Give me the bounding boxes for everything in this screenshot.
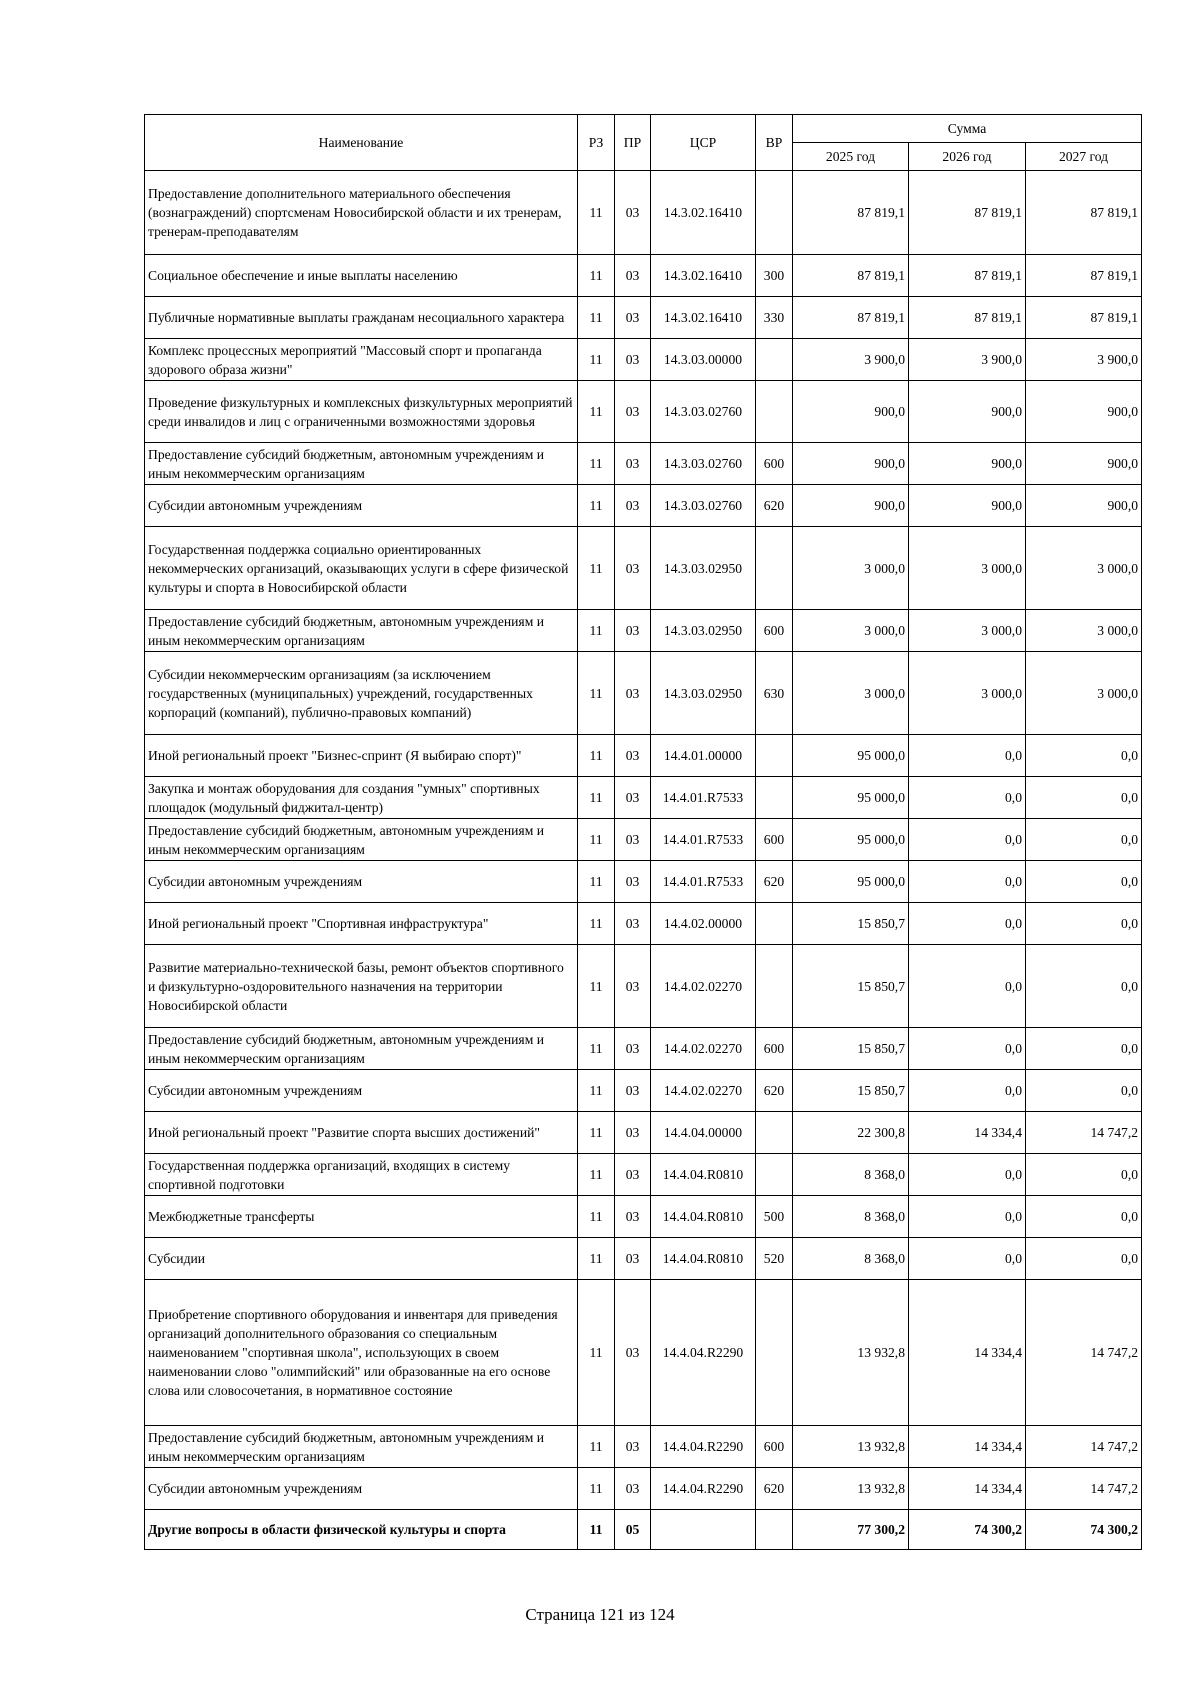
- cell-rz: 11: [578, 1112, 615, 1154]
- cell-sum-2025: 95 000,0: [793, 777, 909, 819]
- cell-rz: 11: [578, 1070, 615, 1112]
- cell-name: Предоставление субсидий бюджетным, автономным учреждениям и иным некоммерческим организациям: [145, 610, 578, 652]
- cell-pr: 05: [615, 1510, 651, 1550]
- cell-sum-2026: 87 819,1: [909, 255, 1026, 297]
- cell-rz: 11: [578, 610, 615, 652]
- cell-pr: 03: [615, 339, 651, 381]
- cell-pr: 03: [615, 1154, 651, 1196]
- cell-pr: 03: [615, 1280, 651, 1426]
- table-row: [145, 610, 1142, 652]
- cell-rz: 11: [578, 1280, 615, 1426]
- cell-name: Субсидии некоммерческим организациям (за исключением государственных (муниципальных) учреждений, государственных корпораций (компаний), публично-правовых компаний): [145, 652, 578, 735]
- cell-csr: 14.4.04.R2290: [651, 1468, 756, 1510]
- cell-sum-2025: 22 300,8: [793, 1112, 909, 1154]
- cell-sum-2025: 13 932,8: [793, 1468, 909, 1510]
- cell-sum-2026: 0,0: [909, 1196, 1026, 1238]
- cell-rz: 11: [578, 339, 615, 381]
- header-year-2026: 2026 год: [909, 143, 1026, 171]
- cell-csr: 14.4.02.02270: [651, 1028, 756, 1070]
- cell-sum-2026: 0,0: [909, 903, 1026, 945]
- table-row: [145, 652, 1142, 735]
- cell-sum-2027: 0,0: [1026, 735, 1142, 777]
- table-header: [145, 115, 1142, 171]
- table-row: [145, 255, 1142, 297]
- cell-sum-2025: 900,0: [793, 443, 909, 485]
- cell-sum-2027: 14 747,2: [1026, 1426, 1142, 1468]
- cell-pr: 03: [615, 1070, 651, 1112]
- cell-sum-2027: 3 900,0: [1026, 339, 1142, 381]
- cell-sum-2027: 900,0: [1026, 381, 1142, 443]
- cell-sum-2025: 15 850,7: [793, 1070, 909, 1112]
- cell-vr: 330: [756, 297, 793, 339]
- cell-vr: [756, 339, 793, 381]
- cell-sum-2026: 0,0: [909, 945, 1026, 1028]
- cell-vr: [756, 1280, 793, 1426]
- cell-name: Публичные нормативные выплаты гражданам несоциального характера: [145, 297, 578, 339]
- cell-sum-2026: 14 334,4: [909, 1280, 1026, 1426]
- table-row: [145, 1070, 1142, 1112]
- cell-sum-2025: 95 000,0: [793, 861, 909, 903]
- cell-pr: 03: [615, 171, 651, 255]
- cell-csr: 14.4.04.R0810: [651, 1238, 756, 1280]
- header-pr: ПР: [615, 115, 651, 171]
- cell-pr: 03: [615, 1238, 651, 1280]
- cell-sum-2025: 8 368,0: [793, 1154, 909, 1196]
- cell-sum-2027: 0,0: [1026, 777, 1142, 819]
- header-sum: Сумма: [793, 115, 1142, 143]
- cell-sum-2027: 900,0: [1026, 443, 1142, 485]
- cell-sum-2027: 0,0: [1026, 819, 1142, 861]
- cell-sum-2025: 77 300,2: [793, 1510, 909, 1550]
- cell-name: Государственная поддержка социально ориентированных некоммерческих организаций, оказывающих услуги в сфере физической культуры и спорта в Новосибирской области: [145, 527, 578, 610]
- cell-name: Приобретение спортивного оборудования и инвентаря для приведения организаций дополнительного образования со специальным наименованием "спортивная школа", использующих в своем наименовании слово "олимпийский" или образованные на его основе слова или словосочетания, в нормативное состояние: [145, 1280, 578, 1426]
- cell-sum-2026: 14 334,4: [909, 1426, 1026, 1468]
- cell-vr: [756, 171, 793, 255]
- cell-vr: 600: [756, 443, 793, 485]
- cell-vr: [756, 945, 793, 1028]
- cell-sum-2027: 0,0: [1026, 1070, 1142, 1112]
- cell-sum-2026: 0,0: [909, 735, 1026, 777]
- cell-rz: 11: [578, 777, 615, 819]
- cell-rz: 11: [578, 255, 615, 297]
- cell-pr: 03: [615, 1426, 651, 1468]
- table-body: [145, 171, 1142, 1550]
- header-rz: РЗ: [578, 115, 615, 171]
- cell-sum-2027: 14 747,2: [1026, 1280, 1142, 1426]
- header-csr: ЦСР: [651, 115, 756, 171]
- table-row: [145, 527, 1142, 610]
- cell-vr: [756, 381, 793, 443]
- cell-vr: 600: [756, 1426, 793, 1468]
- cell-vr: 620: [756, 861, 793, 903]
- cell-pr: 03: [615, 381, 651, 443]
- cell-csr: 14.4.01.00000: [651, 735, 756, 777]
- cell-sum-2026: 87 819,1: [909, 297, 1026, 339]
- cell-name: Предоставление субсидий бюджетным, автономным учреждениям и иным некоммерческим организациям: [145, 1426, 578, 1468]
- cell-pr: 03: [615, 1112, 651, 1154]
- cell-name: Межбюджетные трансферты: [145, 1196, 578, 1238]
- cell-name: Другие вопросы в области физической культуры и спорта: [145, 1510, 578, 1550]
- cell-csr: 14.4.02.02270: [651, 1070, 756, 1112]
- cell-sum-2026: 74 300,2: [909, 1510, 1026, 1550]
- table-row: [145, 1112, 1142, 1154]
- cell-pr: 03: [615, 485, 651, 527]
- cell-pr: 03: [615, 652, 651, 735]
- cell-sum-2026: 3 000,0: [909, 652, 1026, 735]
- cell-csr: 14.3.02.16410: [651, 255, 756, 297]
- header-year-2025: 2025 год: [793, 143, 909, 171]
- cell-sum-2027: 0,0: [1026, 1238, 1142, 1280]
- cell-csr: 14.3.03.02950: [651, 527, 756, 610]
- cell-sum-2027: 74 300,2: [1026, 1510, 1142, 1550]
- cell-rz: 11: [578, 527, 615, 610]
- cell-csr: [651, 1510, 756, 1550]
- header-name: Наименование: [145, 115, 578, 171]
- cell-rz: 11: [578, 1426, 615, 1468]
- cell-csr: 14.4.04.R0810: [651, 1154, 756, 1196]
- cell-rz: 11: [578, 171, 615, 255]
- cell-sum-2025: 13 932,8: [793, 1426, 909, 1468]
- table-row: [145, 1510, 1142, 1550]
- cell-sum-2025: 8 368,0: [793, 1238, 909, 1280]
- cell-sum-2026: 900,0: [909, 381, 1026, 443]
- cell-sum-2027: 0,0: [1026, 945, 1142, 1028]
- cell-rz: 11: [578, 297, 615, 339]
- cell-name: Предоставление дополнительного материального обеспечения (вознаграждений) спортсменам Новосибирской области и их тренерам, тренерам-преподавателям: [145, 171, 578, 255]
- cell-rz: 11: [578, 1028, 615, 1070]
- table-row: [145, 485, 1142, 527]
- cell-sum-2027: 0,0: [1026, 1028, 1142, 1070]
- cell-sum-2027: 0,0: [1026, 1196, 1142, 1238]
- cell-csr: 14.4.01.R7533: [651, 819, 756, 861]
- cell-rz: 11: [578, 1154, 615, 1196]
- cell-sum-2025: 15 850,7: [793, 1028, 909, 1070]
- cell-vr: 500: [756, 1196, 793, 1238]
- cell-csr: 14.3.03.02760: [651, 443, 756, 485]
- cell-csr: 14.4.04.R0810: [651, 1196, 756, 1238]
- cell-sum-2025: 900,0: [793, 485, 909, 527]
- table-row: [145, 861, 1142, 903]
- cell-sum-2027: 0,0: [1026, 861, 1142, 903]
- cell-sum-2027: 14 747,2: [1026, 1468, 1142, 1510]
- cell-sum-2026: 14 334,4: [909, 1112, 1026, 1154]
- cell-vr: 620: [756, 1468, 793, 1510]
- cell-sum-2026: 0,0: [909, 1154, 1026, 1196]
- cell-sum-2025: 3 000,0: [793, 527, 909, 610]
- cell-csr: 14.4.01.R7533: [651, 861, 756, 903]
- cell-sum-2027: 3 000,0: [1026, 652, 1142, 735]
- cell-vr: 600: [756, 610, 793, 652]
- cell-pr: 03: [615, 777, 651, 819]
- table-row: [145, 297, 1142, 339]
- cell-sum-2027: 87 819,1: [1026, 171, 1142, 255]
- table-row: [145, 443, 1142, 485]
- cell-pr: 03: [615, 1028, 651, 1070]
- cell-sum-2025: 87 819,1: [793, 255, 909, 297]
- table-row: [145, 903, 1142, 945]
- cell-rz: 11: [578, 1468, 615, 1510]
- cell-sum-2026: 87 819,1: [909, 171, 1026, 255]
- cell-rz: 11: [578, 485, 615, 527]
- cell-sum-2027: 3 000,0: [1026, 610, 1142, 652]
- cell-vr: 600: [756, 819, 793, 861]
- cell-sum-2025: 3 900,0: [793, 339, 909, 381]
- cell-sum-2026: 900,0: [909, 443, 1026, 485]
- cell-pr: 03: [615, 1196, 651, 1238]
- cell-csr: 14.4.04.R2290: [651, 1280, 756, 1426]
- cell-name: Предоставление субсидий бюджетным, автономным учреждениям и иным некоммерческим организациям: [145, 819, 578, 861]
- budget-table: [144, 114, 1142, 1550]
- cell-sum-2027: 0,0: [1026, 903, 1142, 945]
- cell-sum-2027: 0,0: [1026, 1154, 1142, 1196]
- table-row: [145, 381, 1142, 443]
- table-row: [145, 1196, 1142, 1238]
- table-row: [145, 1028, 1142, 1070]
- cell-csr: 14.3.03.02950: [651, 610, 756, 652]
- table-row: [145, 945, 1142, 1028]
- header-vr: ВР: [756, 115, 793, 171]
- cell-pr: 03: [615, 443, 651, 485]
- cell-rz: 11: [578, 819, 615, 861]
- cell-csr: 14.4.02.02270: [651, 945, 756, 1028]
- cell-sum-2027: 900,0: [1026, 485, 1142, 527]
- cell-vr: 300: [756, 255, 793, 297]
- cell-name: Иной региональный проект "Бизнес-спринт (Я выбираю спорт)": [145, 735, 578, 777]
- cell-name: Предоставление субсидий бюджетным, автономным учреждениям и иным некоммерческим организациям: [145, 443, 578, 485]
- cell-sum-2025: 13 932,8: [793, 1280, 909, 1426]
- cell-name: Развитие материально-технической базы, ремонт объектов спортивного и физкультурно-оздоровительного назначения на территории Новосибирской области: [145, 945, 578, 1028]
- cell-name: Комплекс процессных мероприятий "Массовый спорт и пропаганда здорового образа жизни": [145, 339, 578, 381]
- cell-pr: 03: [615, 527, 651, 610]
- cell-csr: 14.3.03.02760: [651, 381, 756, 443]
- cell-pr: 03: [615, 610, 651, 652]
- cell-rz: 11: [578, 861, 615, 903]
- cell-csr: 14.3.02.16410: [651, 297, 756, 339]
- cell-sum-2025: 3 000,0: [793, 610, 909, 652]
- cell-name: Предоставление субсидий бюджетным, автономным учреждениям и иным некоммерческим организациям: [145, 1028, 578, 1070]
- cell-sum-2025: 8 368,0: [793, 1196, 909, 1238]
- cell-rz: 11: [578, 443, 615, 485]
- cell-csr: 14.3.02.16410: [651, 171, 756, 255]
- cell-sum-2026: 0,0: [909, 777, 1026, 819]
- cell-pr: 03: [615, 861, 651, 903]
- cell-rz: 11: [578, 945, 615, 1028]
- cell-name: Субсидии автономным учреждениям: [145, 1070, 578, 1112]
- cell-sum-2025: 95 000,0: [793, 819, 909, 861]
- header-year-2027: 2027 год: [1026, 143, 1142, 171]
- cell-vr: [756, 1154, 793, 1196]
- cell-name: Социальное обеспечение и иные выплаты населению: [145, 255, 578, 297]
- cell-name: Субсидии: [145, 1238, 578, 1280]
- cell-name: Проведение физкультурных и комплексных физкультурных мероприятий среди инвалидов и лиц с ограниченными возможностями здоровья: [145, 381, 578, 443]
- cell-vr: 600: [756, 1028, 793, 1070]
- cell-sum-2026: 3 900,0: [909, 339, 1026, 381]
- cell-csr: 14.4.04.00000: [651, 1112, 756, 1154]
- cell-sum-2026: 3 000,0: [909, 610, 1026, 652]
- cell-sum-2026: 0,0: [909, 1238, 1026, 1280]
- cell-vr: [756, 527, 793, 610]
- cell-name: Закупка и монтаж оборудования для создания "умных" спортивных площадок (модульный фиджитал-центр): [145, 777, 578, 819]
- cell-name: Субсидии автономным учреждениям: [145, 485, 578, 527]
- cell-pr: 03: [615, 297, 651, 339]
- cell-rz: 11: [578, 903, 615, 945]
- cell-pr: 03: [615, 255, 651, 297]
- table-row: [145, 171, 1142, 255]
- cell-pr: 03: [615, 945, 651, 1028]
- cell-sum-2025: 95 000,0: [793, 735, 909, 777]
- cell-name: Иной региональный проект "Спортивная инфраструктура": [145, 903, 578, 945]
- cell-sum-2027: 87 819,1: [1026, 255, 1142, 297]
- cell-sum-2025: 900,0: [793, 381, 909, 443]
- cell-name: Субсидии автономным учреждениям: [145, 1468, 578, 1510]
- cell-sum-2025: 15 850,7: [793, 945, 909, 1028]
- cell-rz: 11: [578, 381, 615, 443]
- cell-rz: 11: [578, 1196, 615, 1238]
- cell-sum-2025: 15 850,7: [793, 903, 909, 945]
- cell-vr: [756, 903, 793, 945]
- cell-sum-2027: 3 000,0: [1026, 527, 1142, 610]
- cell-vr: [756, 735, 793, 777]
- cell-sum-2026: 0,0: [909, 861, 1026, 903]
- cell-rz: 11: [578, 735, 615, 777]
- cell-vr: 620: [756, 485, 793, 527]
- cell-csr: 14.3.03.02950: [651, 652, 756, 735]
- cell-pr: 03: [615, 903, 651, 945]
- table-row: [145, 735, 1142, 777]
- table-row: [145, 339, 1142, 381]
- table-row: [145, 819, 1142, 861]
- cell-rz: 11: [578, 1510, 615, 1550]
- cell-vr: [756, 1112, 793, 1154]
- cell-csr: 14.3.03.00000: [651, 339, 756, 381]
- cell-name: Иной региональный проект "Развитие спорта высших достижений": [145, 1112, 578, 1154]
- cell-vr: 620: [756, 1070, 793, 1112]
- cell-sum-2025: 87 819,1: [793, 297, 909, 339]
- cell-pr: 03: [615, 735, 651, 777]
- cell-vr: 520: [756, 1238, 793, 1280]
- table-row: [145, 1154, 1142, 1196]
- cell-rz: 11: [578, 1238, 615, 1280]
- cell-sum-2026: 14 334,4: [909, 1468, 1026, 1510]
- cell-sum-2026: 3 000,0: [909, 527, 1026, 610]
- cell-pr: 03: [615, 1468, 651, 1510]
- cell-csr: 14.4.01.R7533: [651, 777, 756, 819]
- cell-rz: 11: [578, 652, 615, 735]
- cell-vr: [756, 777, 793, 819]
- cell-sum-2026: 900,0: [909, 485, 1026, 527]
- table-row: [145, 1280, 1142, 1426]
- cell-sum-2027: 14 747,2: [1026, 1112, 1142, 1154]
- cell-pr: 03: [615, 819, 651, 861]
- cell-csr: 14.4.04.R2290: [651, 1426, 756, 1468]
- cell-csr: 14.3.03.02760: [651, 485, 756, 527]
- cell-sum-2027: 87 819,1: [1026, 297, 1142, 339]
- cell-name: Государственная поддержка организаций, входящих в систему спортивной подготовки: [145, 1154, 578, 1196]
- table-row: [145, 1468, 1142, 1510]
- table-row: [145, 1426, 1142, 1468]
- cell-sum-2025: 87 819,1: [793, 171, 909, 255]
- cell-sum-2026: 0,0: [909, 819, 1026, 861]
- table-row: [145, 1238, 1142, 1280]
- page-number: Страница 121 из 124: [525, 1605, 675, 1624]
- cell-vr: 630: [756, 652, 793, 735]
- cell-sum-2026: 0,0: [909, 1028, 1026, 1070]
- cell-name: Субсидии автономным учреждениям: [145, 861, 578, 903]
- table-row: [145, 777, 1142, 819]
- cell-sum-2026: 0,0: [909, 1070, 1026, 1112]
- cell-vr: [756, 1510, 793, 1550]
- cell-csr: 14.4.02.00000: [651, 903, 756, 945]
- cell-sum-2025: 3 000,0: [793, 652, 909, 735]
